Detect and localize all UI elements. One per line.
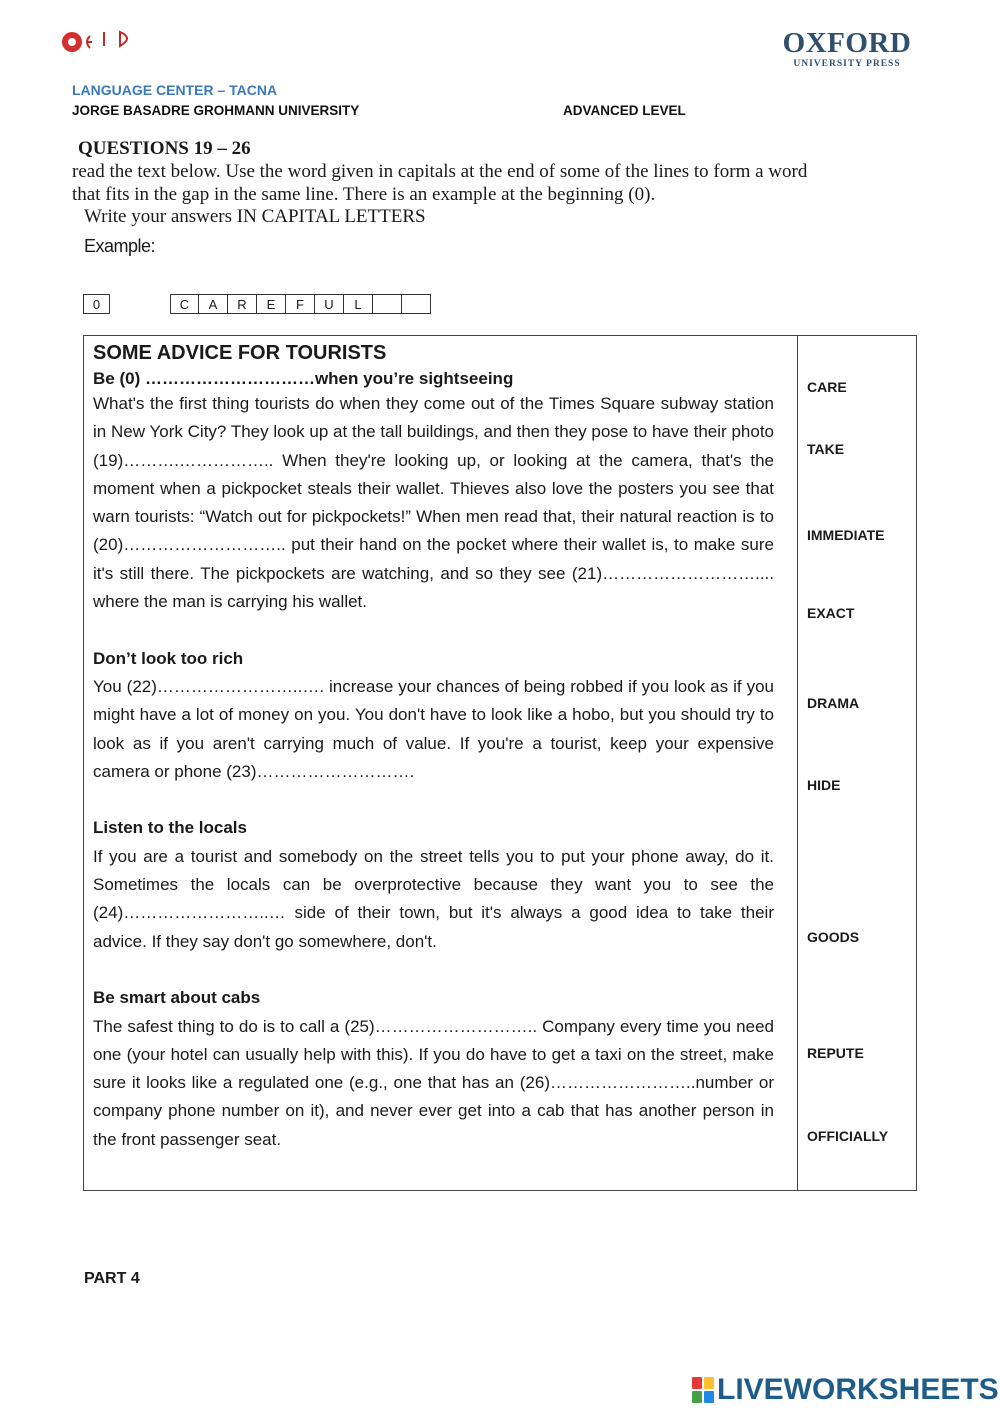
example-number-box: 0 [83,294,110,314]
level-label: ADVANCED LEVEL [563,103,686,118]
icon-square-red [692,1377,702,1389]
keyword-immediate: IMMEDIATE [807,527,885,543]
icon-square-blue [704,1391,714,1403]
write-instruction: Write your answers IN CAPITAL LETTERS [84,206,426,227]
keyword-care: CARE [807,379,847,395]
example-letter-box: R [228,294,257,314]
example-letter-box [402,294,431,314]
heading-smart-cabs: Be smart about cabs [93,988,261,1008]
spacer [93,616,774,644]
article-subheading: Be (0) …………………………when you’re sightseeing [93,369,514,388]
heading-dont-look-rich: Don’t look too rich [93,648,244,668]
instructions-line-1: read the text below. Use the word given in capitals at the end of some of the lines to form a word [72,161,808,182]
keyword-hide: HIDE [807,777,841,793]
paragraph-1: What's the first thing tourists do when they come out of the Times Square subway station in New York City? They look up at the tall buildings, and then they pose to have their photo (19)……….…………….. When they're looking up, or looking at the camera, that's the moment when a pickpocket steals their wallet. Thieves also love the posters you see that warn tourists: “Watch out for pickpockets!” When men read that, their natural reaction is to (20)……………………….. put their hand on the pocket where their wallet is, to make sure it's still there. The pickpockets are watching, and so they see (21)……………………….... where the man is carrying his wallet. [93,394,774,612]
spacer [93,786,774,814]
keyword-exact: EXACT [807,605,855,621]
paragraph-3: If you are a tourist and somebody on the street tells you to put your phone away, do it. Sometimes the locals can be overprotective because they want you to see the (24)……………………..… side of their town, but it's always a good idea to take their advice. If they say don't go somewhere, don't. [93,846,774,951]
example-letter-box: F [286,294,315,314]
icon-square-yellow [704,1377,714,1389]
keyword-officially: OFFICIALLY [807,1128,889,1144]
liveworksheets-wordmark: LIVEWORKSHEETS [717,1373,999,1406]
article-title: SOME ADVICE FOR TOURISTS [93,342,387,364]
part-4-label: PART 4 [84,1270,140,1287]
spacer [93,956,774,984]
oxford-subtitle: UNIVERSITY PRESS [793,59,901,69]
example-label: Example: [84,236,156,256]
paragraph-2: You (22)……………………..…. increase your chances of being robbed if you look as if you might have a lot of money on you. You don't have to look like a hobo, but you should try to look as if you aren't carrying much of value. If you're a tourist, keep your expensive camera or phone (23)………………………. [93,676,774,781]
heading-listen-locals: Listen to the locals [93,818,247,838]
article-text [93,336,774,1154]
example-letter-box: E [257,294,286,314]
example-letter-box: C [170,294,199,314]
icon-square-green [692,1391,702,1403]
liveworksheets-logo [692,1373,999,1407]
example-letter-box: U [315,294,344,314]
language-center: LANGUAGE CENTER – TACNA [72,82,278,98]
column-divider [797,335,798,1191]
ceid-logo [60,22,150,58]
paragraph-4: The safest thing to do is to call a (25)……………………….. Company every time you need one (your hotel can usually help with this). If you do have to get a taxi on the street, make sure it looks like a regulated one (e.g., one that has an (26)……………………..number or company phone number on it), and never ever get into a cab that has another person in the front passenger seat. [93,1016,774,1149]
instructions-text [72,160,872,206]
example-letter-box [373,294,402,314]
example-letter-box: L [344,294,373,314]
keyword-repute: REPUTE [807,1045,864,1061]
oxford-wordmark: OXFORD [782,27,912,59]
university-name: JORGE BASADRE GROHMANN UNIVERSITY [72,103,360,118]
liveworksheets-icon [692,1377,714,1403]
example-letter-box: A [199,294,228,314]
keyword-drama: DRAMA [807,695,860,711]
oxford-logo [782,28,912,70]
questions-title: QUESTIONS 19 – 26 [78,138,251,159]
keyword-goods: GOODS [807,929,860,945]
instructions-line-2: that fits in the gap in the same line. There is an example at the beginning (0). [72,184,656,205]
keyword-take: TAKE [807,441,845,457]
example-answer-boxes [170,294,431,314]
